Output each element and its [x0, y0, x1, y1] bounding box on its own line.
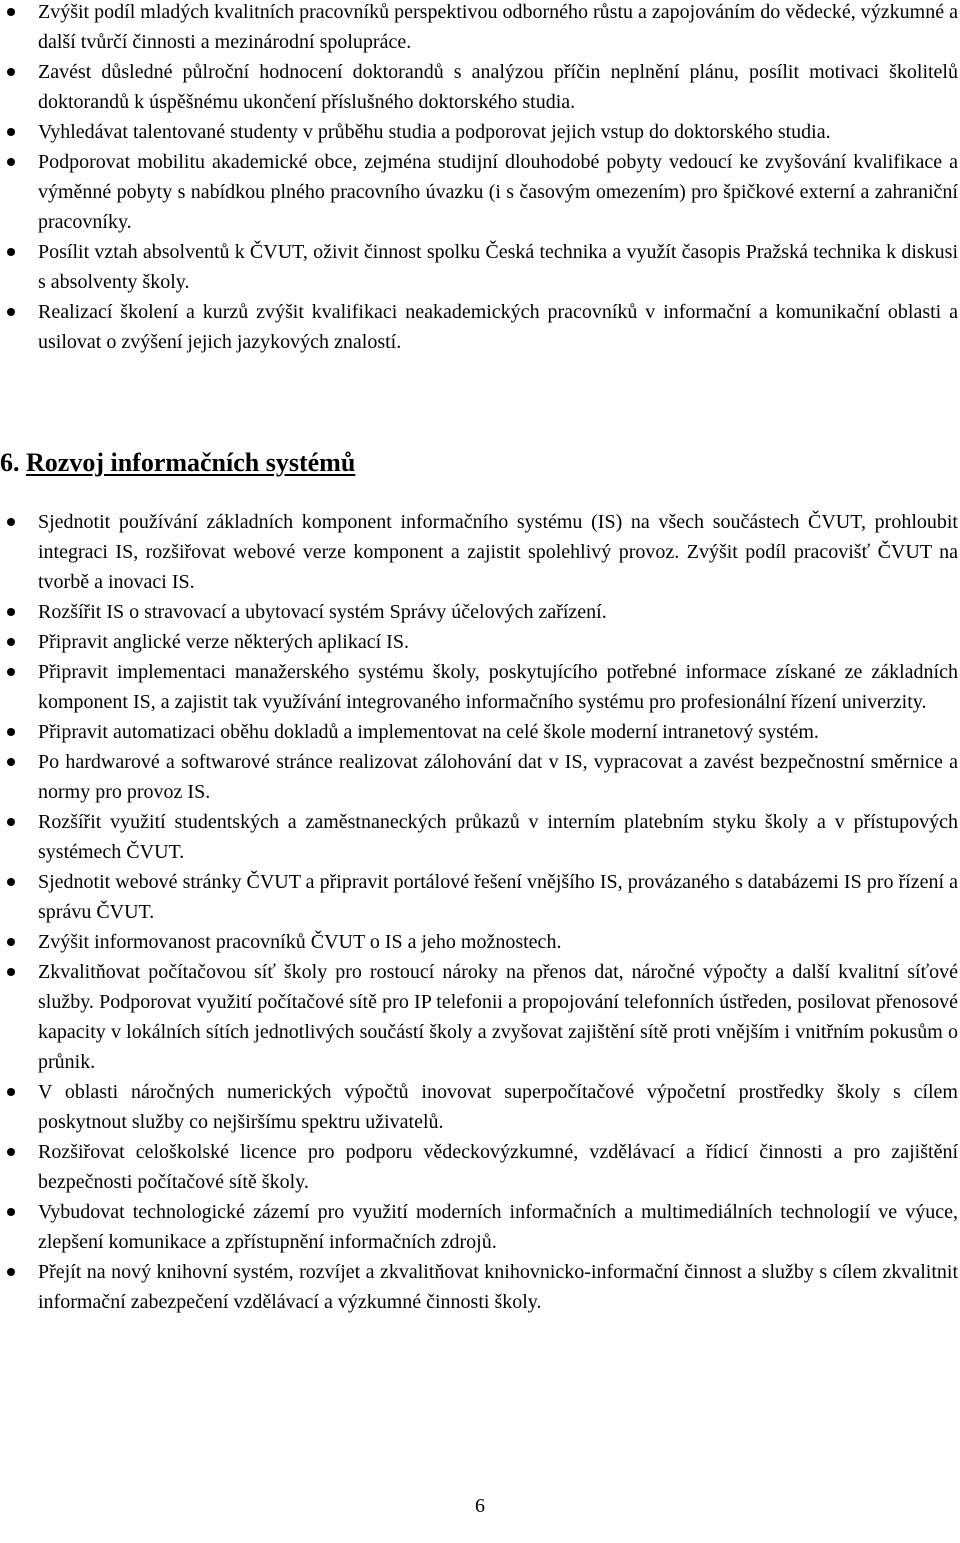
list-item	[0, 237, 960, 297]
list-item-text: Sjednotit webové stránky ČVUT a připravit portálové řešení vnějšího IS, provázaného s databázemi IS pro řízení a správu ČVUT.	[38, 871, 958, 923]
list-item	[0, 57, 960, 117]
list-item-text: Připravit implementaci manažerského systému školy, poskytujícího potřebné informace získané ze základních komponent IS, a zajistit tak využívání integrovaného informačního systému pro profesionální řízení univerzity.	[38, 661, 958, 713]
list-item-text: Připravit anglické verze některých aplikací IS.	[38, 631, 409, 653]
bullet-icon	[7, 1268, 15, 1276]
list-item-text: Vyhledávat talentované studenty v průběhu studia a podporovat jejich vstup do doktorského studia.	[38, 121, 831, 143]
section-title: Rozvoj informačních systémů	[26, 448, 356, 477]
bullet-icon	[7, 68, 15, 76]
list-item	[0, 747, 960, 807]
section-number: 6.	[0, 448, 20, 477]
bullet-icon	[7, 128, 15, 136]
list-item	[0, 1077, 960, 1137]
list-item-text: Podporovat mobilitu akademické obce, zejména studijní dlouhodobé pobyty vedoucí ke zvyšování kvalifikace a výměnné pobyty s nabídkou plného pracovního úvazku (i s časovým omezením) pro špičkové externí a zahraniční pracovníky.	[38, 151, 958, 233]
list-item	[0, 597, 960, 627]
bullet-icon	[7, 938, 15, 946]
list-item	[0, 807, 960, 867]
list-item	[0, 147, 960, 237]
list-item	[0, 507, 960, 597]
bullet-list-staff	[0, 0, 960, 357]
list-item-text: Zvýšit podíl mladých kvalitních pracovníků perspektivou odborného růstu a zapojováním do vědecké, výzkumné a další tvůrčí činnosti a mezinárodní spolupráce.	[38, 1, 958, 53]
list-item	[0, 297, 960, 357]
list-item	[0, 657, 960, 717]
list-item	[0, 627, 960, 657]
bullet-icon	[7, 878, 15, 886]
list-item-text: Realizací školení a kurzů zvýšit kvalifikaci neakademických pracovníků v informační a komunikační oblasti a usilovat o zvýšení jejich jazykových znalostí.	[38, 301, 958, 353]
bullet-icon	[7, 728, 15, 736]
bullet-icon	[7, 1148, 15, 1156]
list-item-text: Sjednotit používání základních komponent informačního systému (IS) na všech součástech ČVUT, prohloubit integraci IS, rozšiřovat webové verze komponent a zajistit spolehlivý provoz. Zvýšit podíl pracovišť ČVUT na tvorbě a inovaci IS.	[38, 511, 958, 593]
list-item-text: V oblasti náročných numerických výpočtů inovovat superpočítačové výpočetní prostředky školy s cílem poskytnout služby co nejširšímu spektru uživatelů.	[38, 1081, 958, 1133]
bullet-icon	[7, 968, 15, 976]
list-item	[0, 1137, 960, 1197]
list-item-text: Vybudovat technologické zázemí pro využití moderních informačních a multimediálních technologií ve výuce, zlepšení komunikace a zpřístupnění informačních zdrojů.	[38, 1201, 958, 1253]
list-item	[0, 867, 960, 927]
section-heading	[0, 446, 355, 480]
list-item	[0, 927, 960, 957]
bullet-icon	[7, 608, 15, 616]
list-item	[0, 1197, 960, 1257]
list-item-text: Zavést důsledné půlroční hodnocení doktorandů s analýzou příčin neplnění plánu, posílit motivaci školitelů doktorandů k úspěšnému ukončení příslušného doktorského studia.	[38, 61, 958, 113]
list-item	[0, 0, 960, 57]
list-item-text: Posílit vztah absolventů k ČVUT, oživit činnost spolku Česká technika a využít časopis Pražská technika k diskusi s absolventy školy.	[38, 241, 958, 293]
page-number: 6	[475, 1495, 485, 1517]
bullet-icon	[7, 668, 15, 676]
list-item-text: Zvýšit informovanost pracovníků ČVUT o IS a jeho možnostech.	[38, 931, 562, 953]
list-item-text: Přejít na nový knihovní systém, rozvíjet a zkvalitňovat knihovnicko-informační činnost a služby s cílem zkvalitnit informační zabezpečení vzdělávací a výzkumné činnosti školy.	[38, 1261, 958, 1313]
bullet-icon	[7, 8, 15, 16]
list-item	[0, 717, 960, 747]
bullet-icon	[7, 1208, 15, 1216]
bullet-icon	[7, 308, 15, 316]
list-item	[0, 1257, 960, 1317]
bullet-list-information-systems	[0, 507, 960, 1317]
bullet-icon	[7, 1088, 15, 1096]
list-item	[0, 117, 960, 147]
bullet-icon	[7, 758, 15, 766]
bullet-icon	[7, 248, 15, 256]
bullet-icon	[7, 158, 15, 166]
list-item-text: Po hardwarové a softwarové stránce realizovat zálohování dat v IS, vypracovat a zavést bezpečnostní směrnice a normy pro provoz IS.	[38, 751, 958, 803]
list-item-text: Rozšiřovat celoškolské licence pro podporu vědeckovýzkumné, vzdělávací a řídicí činnosti a pro zajištění bezpečnosti počítačové sítě školy.	[38, 1141, 958, 1193]
list-item-text: Zkvalitňovat počítačovou síť školy pro rostoucí nároky na přenos dat, náročné výpočty a další kvalitní síťové služby. Podporovat využití počítačové sítě pro IP telefonii a propojování telefonních ústředen, posilovat přenosové kapacity v lokálních sítích jednotlivých součástí školy a zvyšovat zajištění sítě proti vnějším i vnitřním pokusům o průnik.	[38, 961, 958, 1073]
list-item-text: Připravit automatizaci oběhu dokladů a implementovat na celé škole moderní intranetový systém.	[38, 721, 819, 743]
bullet-icon	[7, 818, 15, 826]
bullet-icon	[7, 638, 15, 646]
list-item-text: Rozšířit využití studentských a zaměstnaneckých průkazů v interním platebním styku školy a v přístupových systémech ČVUT.	[38, 811, 958, 863]
bullet-icon	[7, 518, 15, 526]
list-item-text: Rozšířit IS o stravovací a ubytovací systém Správy účelových zařízení.	[38, 601, 607, 623]
list-item	[0, 957, 960, 1077]
